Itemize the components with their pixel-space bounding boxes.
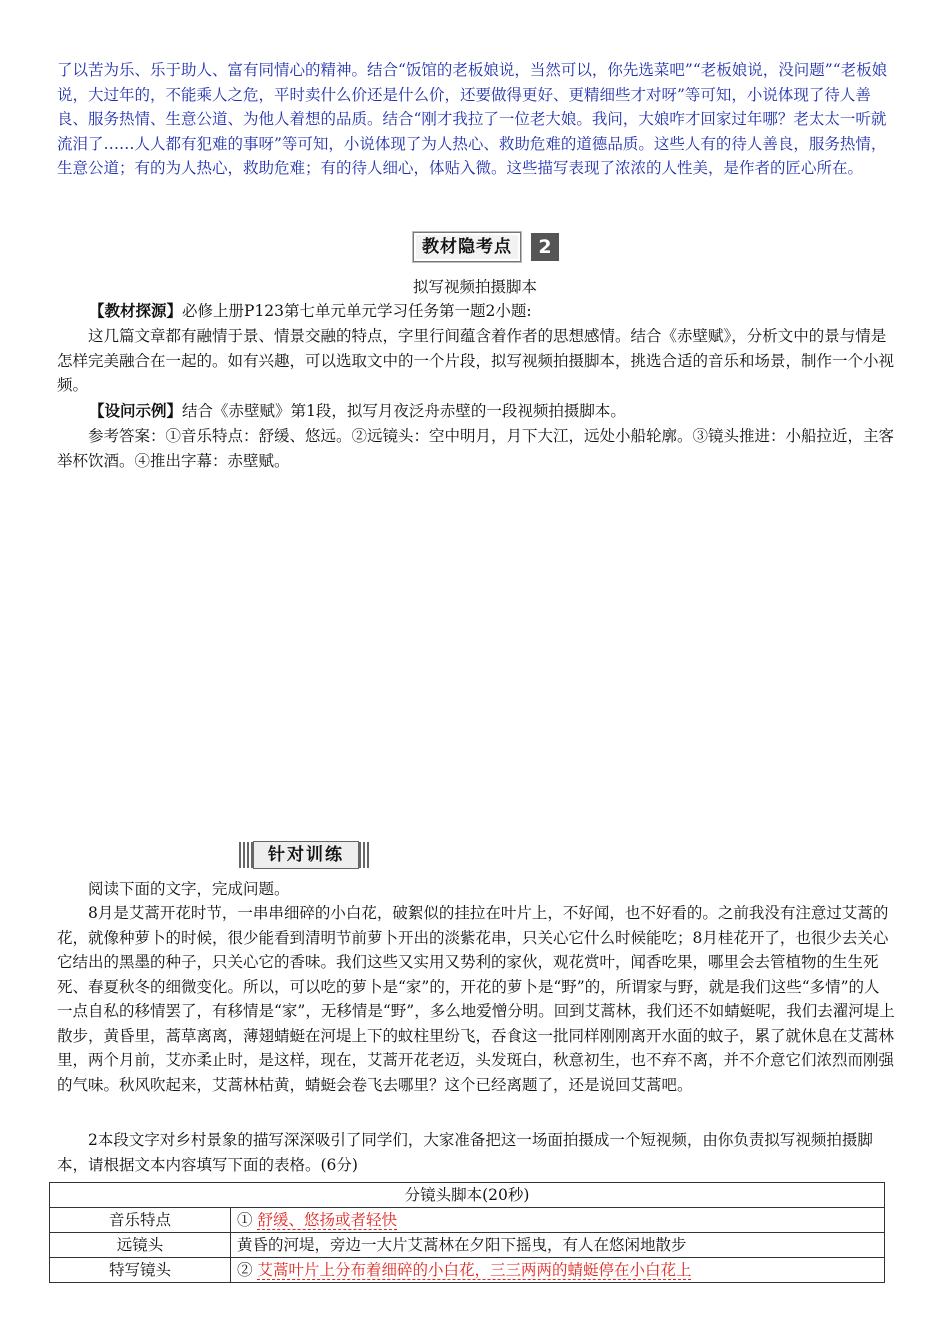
row-content-long-shot: 黄昏的河堤，旁边一大片艾蒿林在夕阳下摇曳，有人在悠闲地散步: [231, 1233, 885, 1258]
practice-passage: 8月是艾蒿开花时节，一串串细碎的小白花，破絮似的挂拉在叶片上，不好闻，也不好看的。之前我没有注意过艾蒿的花，就像种萝卜的时候，很少能看到清明节前萝卜开出的淡紫花串，只关心它什么时候能吃；8月桂花开了，也很少去关心它结出的黑墨的种子，只关心它的香味。我们这些又实用又势利的家伙，观花赏叶，闻香吃果，哪里会去管植物的生生死死、春夏秋冬的细微变化。所以，可以吃的萝卜是“家”的，开花的萝卜是“野”的，所谓家与野，就是我们这些“多情”的人一点自私的移情罢了，有移情是“家”，无移情是“野”，多么地爱憎分明。回到艾蒿林，我们还不如蜻蜓呢，我们去濯河堤上散步，黄昏里，蒿草离离，薄翅蜻蜓在河堤上下的蚊柱里纷飞，吞食这一批同样刚刚离开水面的蚊子，累了就休息在艾蒿林里，两个月前，艾亦柔止时，是这样，现在，艾蒿开花老迈，头发斑白，秋意初生，也不弃不离，并不介意它们浓烈而刚强的气味。秋风吹起来，艾蒿林枯黄，蜻蜓会卷飞去哪里？这个已经离题了，还是说回艾蒿吧。: [57, 904, 895, 1094]
row-content-music: [231, 1208, 885, 1233]
answer-number: ②: [237, 1261, 253, 1279]
example-tag: 【设问示例】: [89, 401, 183, 420]
practice-question: 2本段文字对乡村景象的描写深深吸引了同学们，大家准备把这一场面拍摄成一个短视频，由你负责拟写视频拍摄脚本，请根据文本内容填写下面的表格。(6分): [57, 1131, 873, 1174]
table-header: 分镜头脚本(20秒): [50, 1183, 885, 1208]
row-label-music: 音乐特点: [50, 1208, 231, 1233]
section-subtitle: 拟写视频拍摄脚本: [412, 278, 537, 296]
answer-text-music: 舒缓、悠扬或者轻快: [257, 1211, 397, 1229]
table-row: [50, 1208, 885, 1233]
answer-text-close-up: 艾蒿叶片上分布着细碎的小白花，三三两两的蜻蜓停在小白花上: [257, 1261, 692, 1279]
practice-badge-left-stripes: [239, 842, 253, 868]
answer-number: ①: [237, 1211, 253, 1229]
source-text: 必修上册P123第七单元单元学习任务第一题2小题:: [182, 302, 532, 320]
practice-badge: [239, 842, 371, 868]
practice-badge-label: 针对训练: [253, 841, 359, 869]
storyboard-table: [49, 1182, 885, 1283]
row-content-close-up: [231, 1258, 885, 1283]
section-badge-number: 2: [531, 233, 559, 261]
example-text: 结合《赤壁赋》第1段，拟写月夜泛舟赤壁的一段视频拍摄脚本。: [182, 402, 626, 420]
row-label-close-up: 特写镜头: [50, 1258, 231, 1283]
answer-paragraph: 参考答案：①音乐特点：舒缓、悠远。②远镜头：空中明月，月下大江，远处小船轮廓。③镜头推进：小船拉近，主客举杯饮酒。④推出字幕：赤壁赋。: [57, 427, 895, 470]
task-paragraph: 这几篇文章都有融情于景、情景交融的特点，字里行间蕴含着作者的思想感情。结合《赤壁赋》，分析文中的景与情是怎样完美融合在一起的。如有兴趣，可以选取文中的一个片段，拟写视频拍摄脚本，挑选合适的音乐和场景，制作一个小视频。: [57, 327, 895, 394]
table-row: [50, 1233, 885, 1258]
section-badge-label: 教材隐考点: [413, 232, 521, 262]
practice-instruction: 阅读下面的文字，完成问题。: [88, 880, 290, 898]
intro-paragraph: 了以苦为乐、乐于助人、富有同情心的精神。结合“饭馆的老板娘说，当然可以，你先选菜吧”“老板娘说，没问题”“老板娘说，大过年的，不能乘人之危，平时卖什么价还是什么价，还要做得更好、更精细些才对呀”等可知，小说体现了待人善良、服务热情、生意公道、为他人着想的品质。结合“刚才我拉了一位老大娘。我问，大娘咋才回家过年哪？老太太一听就流泪了……人人都有犯难的事呀”等可知，小说体现了为人热心、救助危难的道德品质。这些人有的待人善良，服务热情，生意公道；有的为人热心，救助危难；有的待人细心，体贴入微。这些描写表现了浓浓的人性美，是作者的匠心所在。: [57, 61, 888, 177]
table-header-row: [50, 1183, 885, 1208]
practice-badge-right-stripes: [359, 842, 371, 868]
table-row: [50, 1258, 885, 1283]
source-line: [89, 299, 895, 324]
source-tag: 【教材探源】: [89, 301, 183, 320]
row-label-long-shot: 远镜头: [50, 1233, 231, 1258]
example-line: [89, 399, 895, 424]
section-badge: [413, 232, 559, 262]
